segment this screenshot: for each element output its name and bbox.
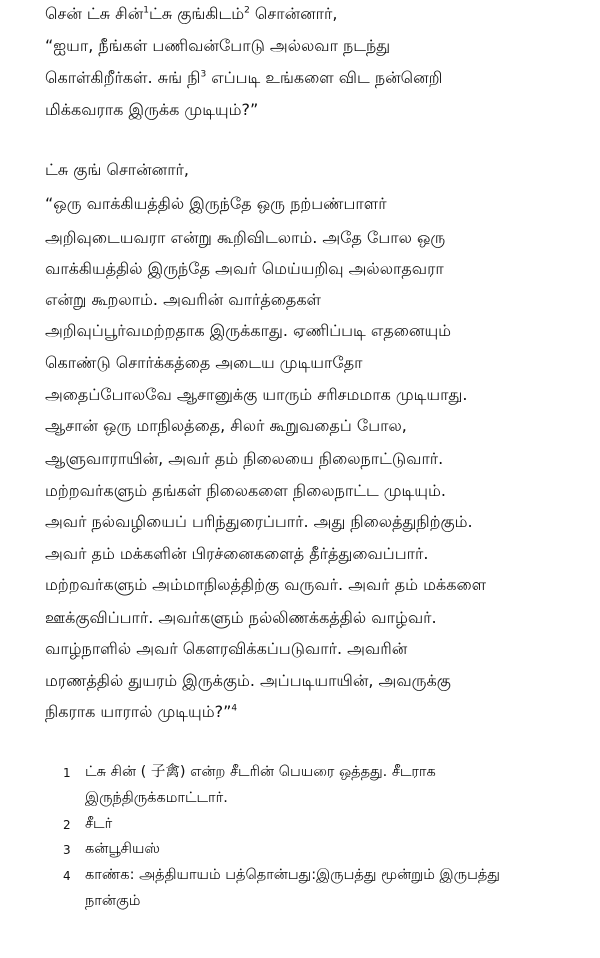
footnote-ref-1[interactable]: 1 [143,5,149,16]
body-line-7: அறிவுடையவரா என்று கூறிவிடலாம். அதே போல ஒரு [45,228,446,247]
footnote-text: சீடர் [85,816,113,832]
body-line-6: “ஒரு வாக்கியத்தில் இருந்தே ஒரு நற்பண்பாளர் [45,194,387,213]
footnote-number: 4 [63,869,71,883]
footnote-text: காண்க: அத்தியாயம் பத்தொன்பது:இருபத்து மூன்றும் இருபத்து [85,867,500,883]
body-line-11: கொண்டு சொர்க்கத்தை அடைய முடியாதோ [45,353,363,372]
body-line-19: ஊக்குவிப்பார். அவர்களும் நல்லிணக்கத்தில் வாழ்வர். [45,608,437,627]
footnote-ref-2[interactable]: 2 [244,5,250,16]
body-line-5: ட்சு குங் சொன்னார், [45,160,189,179]
footnote-ref-4[interactable]: 4 [231,703,238,714]
footnote-text-continued: நான்கும் [85,893,141,909]
body-line-20: வாழ்நாளில் அவர் கௌரவிக்கப்படுவார். அவரின் [45,639,408,658]
footnote-ref-3[interactable]: 3 [200,69,207,80]
body-line-14: ஆளுவாராயின், அவர் தம் நிலையை நிலைநாட்டுவார். [45,449,444,468]
body-line-1 [45,4,337,24]
line-text: எப்படி உங்களை விட நன்னெறி [206,68,443,87]
body-line-21: மரணத்தில் துயரம் இருக்கும். அப்படியாயின், அவருக்கு [45,671,451,690]
line-text: கொள்கிறீர்கள். சுங் நி [45,68,201,87]
footnote-text-continued: இருந்திருக்கமாட்டார். [85,790,228,806]
footnote-text: ட்சு சின் ( 子禽) என்ற சீடரின் பெயரை ஒத்தது. சீடராக [85,764,436,780]
body-line-10: அறிவுப்பூர்வமற்றதாக இருக்காது. ஏணிப்படி எதனையும் [45,321,452,340]
body-line-8: வாக்கியத்தில் இருந்தே அவர் மெய்யறிவு அல்லாதவரா [45,259,444,278]
body-line-2: “ஐயா, நீங்கள் பணிவன்போடு அல்லவா நடந்து [45,36,391,55]
body-line-22 [45,702,237,722]
line-text: நிகராக யாரால் முடியும்?” [45,702,232,721]
body-line-16: அவர் நல்வழியைப் பரிந்துரைப்பார். அது நிலைத்துநிற்கும். [45,512,473,531]
footnote-number: 1 [63,766,71,780]
body-line-9: என்று கூறலாம். அவரின் வார்த்தைகள் [45,290,321,309]
footnote-number: 2 [63,818,71,832]
body-line-15: மற்றவர்களும் தங்கள் நிலைகளை நிலைநாட்ட முடியும். [45,481,446,500]
body-line-17: அவர் தம் மக்களின் பிரச்னைகளைத் தீர்த்துவைப்பார். [45,544,429,563]
body-line-12: அதைப்போலவே ஆசானுக்கு யாரும் சரிசமமாக முடியாது. [45,385,468,404]
body-line-13: ஆசான் ஒரு மாநிலத்தை, சிலர் கூறுவதைப் போல, [45,416,407,435]
footnote-number: 3 [63,843,71,857]
body-line-3 [45,68,442,88]
body-line-18: மற்றவர்களும் அம்மாநிலத்திற்கு வருவர். அவர் தம் மக்களை [45,575,487,594]
line-text: சொன்னார், [249,4,338,23]
line-text: சென் ட்சு சின் [45,4,144,23]
line-text: ட்சு குங்கிடம் [148,4,245,23]
body-line-4: மிக்கவராக இருக்க முடியும்?” [45,100,259,119]
footnote-text: கன்பூசியஸ் [85,841,160,857]
